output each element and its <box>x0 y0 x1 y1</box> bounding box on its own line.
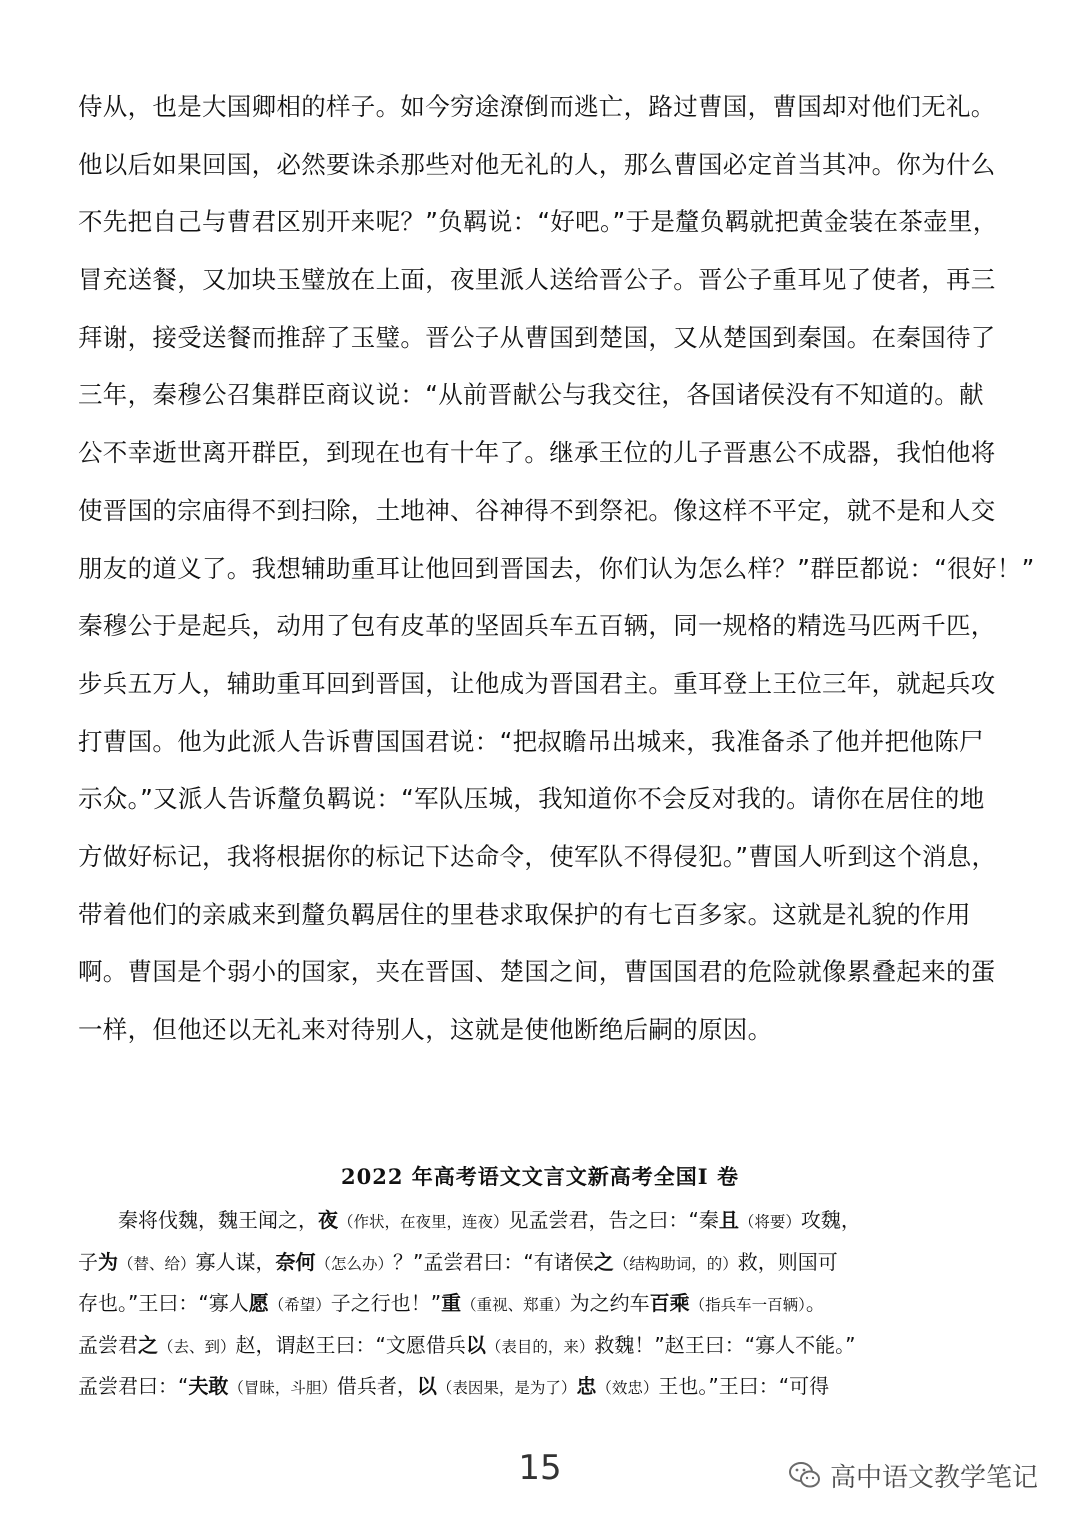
text-line: 步兵五万人，辅助重耳回到晋国，让他成为晋国君主。重耳登上王位三年，就起兵攻 <box>78 668 996 698</box>
passage-line: 存也。”王曰：“寡人愿（希望）子之行也！”重（重视、郑重）为之约车百乘（指兵车一百辆）。 <box>78 1291 826 1315</box>
text-line: 冒充送餐，又加块玉璧放在上面，夜里派人送给晋公子。晋公子重耳见了使者，再三 <box>78 265 996 295</box>
text-line: 不先把自己与曹君区别开来呢？”负羁说：“好吧。”于是釐负羁就把黄金装在茶壶里， <box>78 207 998 237</box>
text-line: 侍从，也是大国卿相的样子。如今穷途潦倒而逃亡，路过曹国，曹国却对他们无礼。 <box>78 92 996 121</box>
watermark-text: 高中语文教学笔记 <box>830 1462 1039 1493</box>
page-number: 15 <box>518 1448 562 1488</box>
watermark <box>788 1455 1038 1495</box>
classical-passage <box>78 1200 1002 1408</box>
passage-line: 秦将伐魏，魏王闻之，夜（作状，在夜里，连夜）见孟尝君，告之曰：“秦且（将要）攻魏， <box>118 1208 861 1232</box>
text-line: 带着他们的亲戚来到釐负羁居住的里巷求取保护的有七百多家。这就是礼貌的作用 <box>78 899 971 929</box>
text-line: 一样，但他还以无礼来对待别人，这就是使他断绝后嗣的原因。 <box>78 1015 773 1044</box>
text-line: 拜谢，接受送餐而推辞了玉璧。晋公子从曹国到楚国，又从楚国到秦国。在秦国待了 <box>78 322 996 352</box>
text-line: 使晋国的宗庙得不到扫除，土地神、谷神得不到祭祀。像这样不平定，就不是和人交 <box>78 495 996 525</box>
translation-body <box>78 78 1035 1059</box>
text-line: 打曹国。他为此派人告诉曹国国君说：“把叔瞻吊出城来，我准备杀了他并把他陈尸 <box>78 726 984 756</box>
section-title: 2022 年高考语文文言文新高考全国Ⅰ 卷 <box>341 1164 739 1189</box>
text-line: 公不幸逝世离开群臣，到现在也有十年了。继承王位的儿子晋惠公不成器，我怕他将 <box>78 438 996 468</box>
passage-line: 子为（替、给）寡人谋，奈何（怎么办）？”孟尝君曰：“有诸侯之（结构助词，的）救，则国可 <box>78 1249 838 1274</box>
text-line: 啊。曹国是个弱小的国家，夹在晋国、楚国之间，曹国国君的危险就像累叠起来的蛋 <box>78 957 996 987</box>
text-line: 秦穆公于是起兵，动用了包有皮革的坚固兵车五百辆，同一规格的精选马匹两千匹， <box>78 611 996 641</box>
passage-line: 孟尝君之（去、到）赵，谓赵王曰：“文愿借兵以（表目的，来）救魏！”赵王曰：“寡人不能。” <box>78 1332 856 1357</box>
text-line: 示众。”又派人告诉釐负羁说：“军队压城，我知道你不会反对我的。请你在居住的地 <box>78 784 985 814</box>
passage-line: 孟尝君曰：“夫敢（冒昧，斗胆）借兵者，以（表因果，是为了）忠（效忠）王也。”王曰：“可得 <box>78 1374 830 1398</box>
text-line: 朋友的道义了。我想辅助重耳让他回到晋国去，你们认为怎么样？”群臣都说：“很好！” <box>78 553 1035 583</box>
text-line: 三年，秦穆公召集群臣商议说：“从前晋献公与我交往，各国诸侯没有不知道的。献 <box>78 380 984 410</box>
wechat-icon <box>788 1460 822 1490</box>
text-line: 方做好标记，我将根据你的标记下达命令，使军队不得侵犯。”曹国人听到这个消息， <box>78 841 997 871</box>
text-line: 他以后如果回国，必然要诛杀那些对他无礼的人，那么曹国必定首当其冲。你为什么 <box>78 149 996 179</box>
